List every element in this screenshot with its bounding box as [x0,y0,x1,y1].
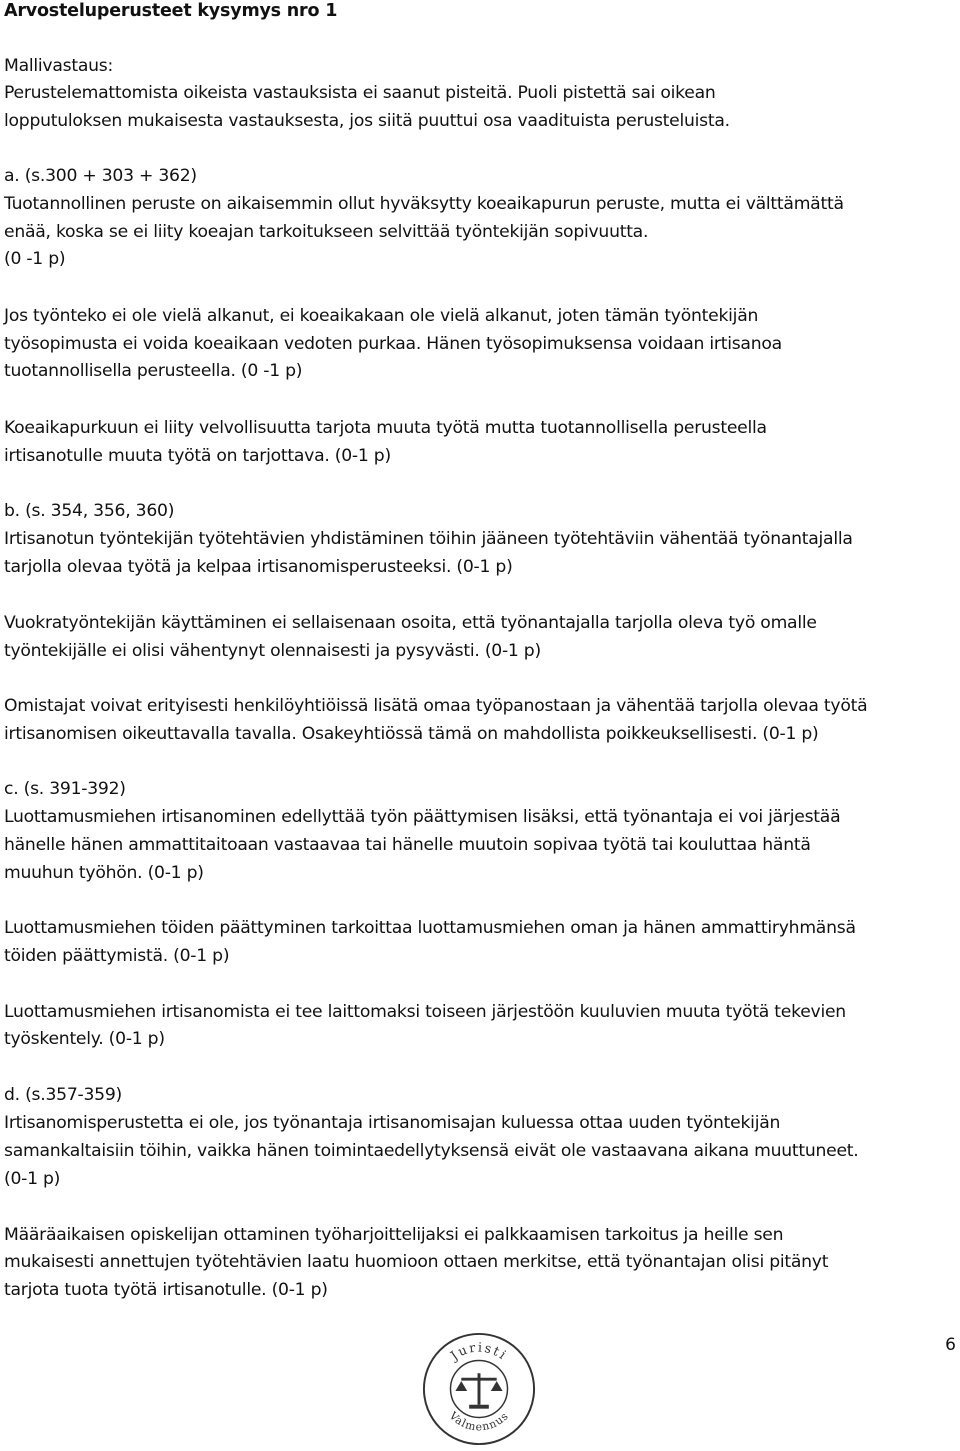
juristi-valmennus-logo [420,1330,538,1448]
text-line: irtisanotulle muuta työtä on tarjottava. (0-1 p) [4,446,391,466]
text-line: Vuokratyöntekijän käyttäminen ei sellaisenaan osoita, että työnantajalla tarjolla oleva työ omalle [4,613,817,633]
text-line: Luottamusmiehen irtisanominen edellyttää työn päättymisen lisäksi, että työnantaja ei voi järjestää [4,807,841,827]
text-line: Jos työnteko ei ole vielä alkanut, ei koeaikakaan ole vielä alkanut, joten tämän työntekijän [4,306,759,326]
page-number: 6 [945,1335,956,1355]
text-line: muuhun työhön. (0-1 p) [4,863,204,883]
text-line: (0 -1 p) [4,249,66,269]
text-line: a. (s.300 + 303 + 362) [4,166,197,186]
text-line: lopputuloksen mukaisesta vastauksesta, jos siitä puuttui osa vaadituista perusteluista. [4,111,730,131]
text-line: (0-1 p) [4,1169,61,1189]
text-line: samankaltaisiin töihin, vaikka hänen toimintaedellytyksensä eivät ole vastaavana aikana muuttuneet. [4,1141,859,1161]
svg-text:Juristi: Juristi [448,1340,510,1364]
text-line: töiden päättymistä. (0-1 p) [4,946,230,966]
text-line: tarjota tuota työtä irtisanotulle. (0-1 p) [4,1280,328,1300]
text-line: työskentely. (0-1 p) [4,1029,165,1049]
text-line: tarjolla olevaa työtä ja kelpaa irtisanomisperusteeksi. (0-1 p) [4,557,513,577]
text-line: työntekijälle ei olisi vähentynyt olennaisesti ja pysyvästi. (0-1 p) [4,641,541,661]
text-line: hänelle hänen ammattitaitoaan vastaavaa tai hänelle muutoin sopivaa työtä tai kouluttaa häntä [4,835,811,855]
text-line: Luottamusmiehen irtisanomista ei tee laittomaksi toiseen järjestöön kuuluvien muuta työtä tekevien [4,1002,846,1022]
text-line: enää, koska se ei liity koeajan tarkoitukseen selvittää työntekijän sopivuutta. [4,222,649,242]
text-line: Koeaikapurkuun ei liity velvollisuutta tarjota muuta työtä mutta tuotannollisella perusteella [4,418,767,438]
svg-text:Valmennus: Valmennus [446,1409,512,1434]
text-line: c. (s. 391-392) [4,779,126,799]
text-line: mukaisesti annettujen työtehtävien laatu huomioon ottaen merkitse, että työnantajan olisi pitänyt [4,1252,829,1272]
text-line: Määräaikaisen opiskelijan ottaminen työharjoittelijaksi ei palkkaamisen tarkoitus ja heille sen [4,1225,784,1245]
text-line: Omistajat voivat erityisesti henkilöyhtiöissä lisätä omaa työpanostaan ja vähentää tarjolla olevaa työtä [4,696,868,716]
text-line: Irtisanomisperustetta ei ole, jos työnantaja irtisanomisajan kuluessa ottaa uuden työntekijän [4,1113,781,1133]
text-line: Luottamusmiehen töiden päättyminen tarkoittaa luottamusmiehen oman ja hänen ammattiryhmänsä [4,918,856,938]
page-title: Arvosteluperusteet kysymys nro 1 [4,1,338,21]
text-line: irtisanomisen oikeuttavalla tavalla. Osakeyhtiössä tämä on mahdollista poikkeuksellisesti. (0-1 p) [4,724,819,744]
text-line: d. (s.357-359) [4,1085,122,1105]
text-line: työsopimusta ei voida koeaikaan vedoten purkaa. Hänen työsopimuksensa voidaan irtisanoa [4,334,782,354]
text-line: b. (s. 354, 356, 360) [4,501,175,521]
text-line: Mallivastaus: [4,56,114,76]
text-line: Tuotannollinen peruste on aikaisemmin ollut hyväksytty koeaikapurun peruste, mutta ei välttämättä [4,194,844,214]
scales-of-justice-icon [455,1373,502,1408]
text-line: tuotannollisella perusteella. (0 -1 p) [4,361,303,381]
text-line: Irtisanotun työntekijän työtehtävien yhdistäminen töihin jääneen työtehtäviin vähentää työnantajalla [4,529,853,549]
text-line: Perustelemattomista oikeista vastauksista ei saanut pisteitä. Puoli pistettä sai oikean [4,83,716,103]
